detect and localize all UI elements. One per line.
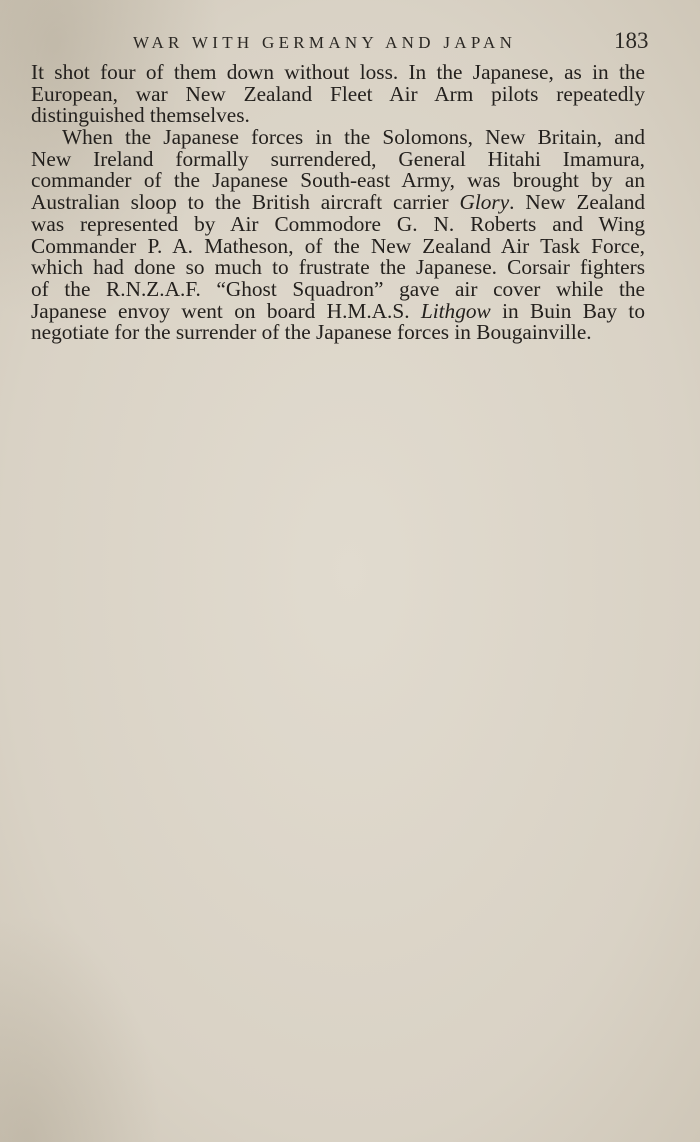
text-segment: Japanese envoy went on board H.M.A.S.: [31, 298, 421, 323]
text-line-4: When the Japanese forces in the Solomons, New Britain, and: [62, 125, 645, 150]
page-number: 183: [614, 28, 649, 53]
text-line-11: of the R.N.Z.A.F. “Ghost Squadron” gave air cover while the: [31, 276, 645, 301]
text-line-8: was represented by Air Commodore G. N. Roberts and Wing: [31, 211, 645, 236]
text-line-12: [31, 298, 645, 323]
text-line-13: negotiate for the surrender of the Japanese forces in Bougainville.: [31, 320, 592, 345]
text-line-1: It shot four of them down without loss. In the Japanese, as in the: [31, 60, 645, 84]
ship-name-lithgow: Lithgow: [420, 298, 491, 323]
text-segment: in Buin Bay to: [490, 298, 645, 323]
text-line-9: Commander P. A. Matheson, of the New Zealand Air Task Force,: [31, 233, 645, 258]
ship-name-glory: Glory: [459, 190, 510, 215]
text-line-3: distinguished themselves.: [31, 103, 250, 128]
text-line-6: commander of the Japanese South-east Army, was brought by an: [31, 168, 645, 193]
text-line-7: [31, 192, 645, 214]
text-line-2: European, war New Zealand Fleet Air Arm pilots repeatedly: [31, 81, 645, 106]
text-line-5: New Ireland formally surrendered, General Hitahi Imamura,: [31, 146, 645, 171]
text-segment: Australian sloop to the British aircraft carrier: [31, 190, 460, 215]
text-line-10: which had done so much to frustrate the Japanese. Corsair fighters: [31, 255, 645, 280]
body-text: [31, 62, 645, 344]
running-head: WAR WITH GERMANY AND JAPAN: [133, 33, 517, 52]
text-segment: . New Zealand: [509, 190, 645, 215]
